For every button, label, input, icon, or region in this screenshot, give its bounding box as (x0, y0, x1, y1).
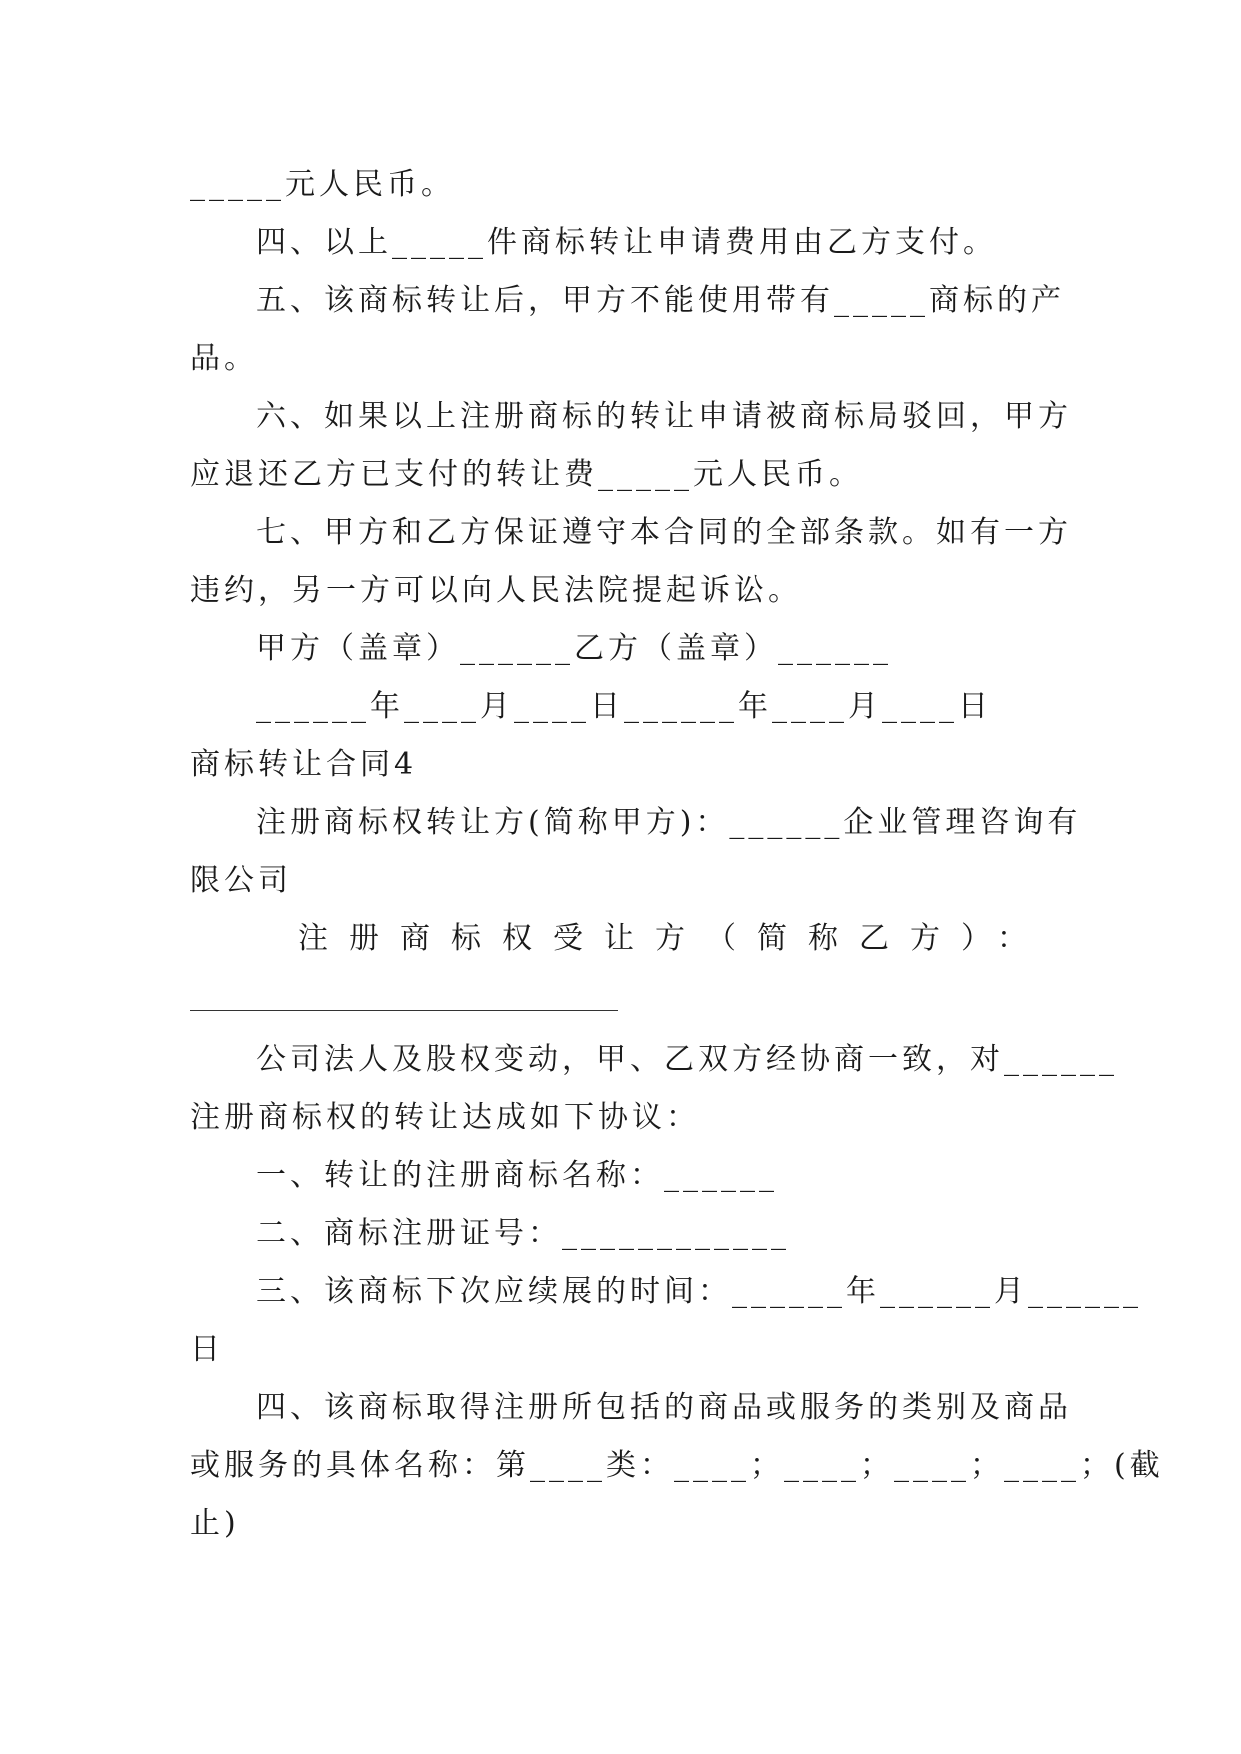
clause-four: 四、该商标取得注册所包括的商品或服务的类别及商品 (256, 1390, 1072, 1425)
clause-seven: 七、甲方和乙方保证遵守本合同的全部条款。如有一方 (256, 515, 1072, 550)
transferee-line: 注册商标权受让方（简称乙方）： (298, 921, 1048, 956)
blank-underline (190, 1010, 618, 1011)
preamble-line: 公司法人及股权变动，甲、乙双方经协商一致，对______ (256, 1042, 1118, 1077)
text-line: 注册商标权的转让达成如下协议： (190, 1100, 700, 1135)
transferor-line: 注册商标权转让方(简称甲方)：______企业管理咨询有 (256, 805, 1082, 840)
text-line: _____元人民币。 (190, 167, 455, 202)
clause-two: 二、商标注册证号：____________ (256, 1216, 790, 1251)
text-line: 应退还乙方已支付的转让费_____元人民币。 (190, 457, 863, 492)
text-line: 违约，另一方可以向人民法院提起诉讼。 (190, 573, 802, 608)
text-line: 或服务的具体名称：第____类：____；____；____；____；(截 (190, 1448, 1164, 1483)
text-line: 品。 (190, 341, 258, 376)
text-line: 止) (190, 1506, 240, 1541)
text-line: 限公司 (190, 863, 292, 898)
clause-three: 三、该商标下次应续展的时间：______年______月______ (256, 1274, 1142, 1309)
signature-line: 甲方（盖章）______乙方（盖章）______ (256, 631, 892, 666)
text-line: 日 (190, 1332, 224, 1367)
clause-four-fee: 四、以上_____件商标转让申请费用由乙方支付。 (256, 225, 997, 260)
date-line: ______年____月____日______年____月____日 (256, 689, 992, 724)
clause-one: 一、转让的注册商标名称：______ (256, 1158, 778, 1193)
contract-title: 商标转让合同4 (190, 747, 418, 782)
clause-five: 五、该商标转让后，甲方不能使用带有_____商标的产 (256, 283, 1065, 318)
clause-six: 六、如果以上注册商标的转让申请被商标局驳回，甲方 (256, 399, 1072, 434)
